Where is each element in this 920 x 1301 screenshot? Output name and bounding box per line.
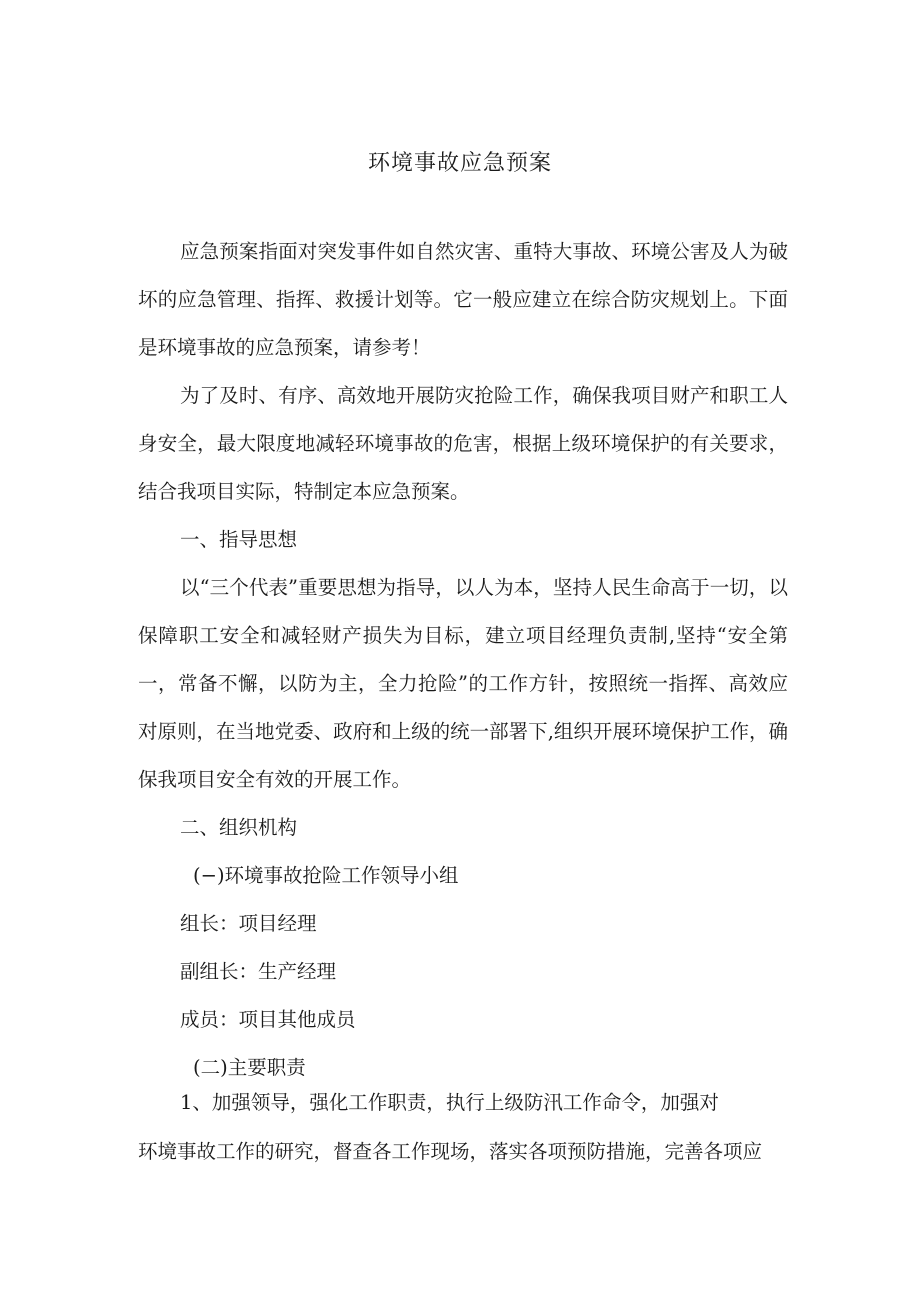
subsection-heading-leadership-group: (−)环境事故抢险工作领导小组 (193, 864, 459, 887)
purpose-paragraph: 为了及时、有序、高效地开展防灾抢险工作，确保我项目财产和职工人身安全，最大限度地减轻环境事故的危害，根据上级环境保护的有关要求，结合我项目实际，特制定本应急预案。 (138, 384, 788, 503)
section-heading-organization: 二、组织机构 (180, 816, 298, 839)
intro-paragraph: 应急预案指面对突发事件如自然灾害、重特大事故、环境公害及人为破坏的应急管理、指挥、救援计划等。它一般应建立在综合防灾规划上。下面是环境事故的应急预案，请参考！ (138, 240, 788, 359)
section-heading-guiding-ideology: 一、指导思想 (180, 528, 298, 551)
document-title: 环境事故应急预案 (367, 151, 552, 176)
subsection-heading-main-duties: (二)主要职责 (193, 1056, 306, 1079)
deputy-leader-line: 副组长：生产经理 (180, 960, 337, 983)
leader-line: 组长：项目经理 (180, 912, 317, 935)
duty-1-line-1: 1、加强领导，强化工作职责，执行上级防汛工作命令，加强对 (180, 1091, 719, 1114)
members-line: 成员：项目其他成员 (180, 1008, 356, 1031)
guiding-ideology-paragraph: 以“三个代表”重要思想为指导，以人为本，坚持人民生命高于一切，以保障职工安全和减轻财产损失为目标，建立项目经理负责制,坚持“安全第一，常备不懈，以防为主，全力抢险”的工作方针，按照统一指挥、高效应对原则，在当地党委、政府和上级的统一部署下,组织开展环境保护工作，确保我项目安全有效的开展工作。 (138, 576, 788, 791)
duty-1-line-2: 环境事故工作的研究，督查各工作现场，落实各项预防措施，完善各项应 (138, 1140, 763, 1163)
